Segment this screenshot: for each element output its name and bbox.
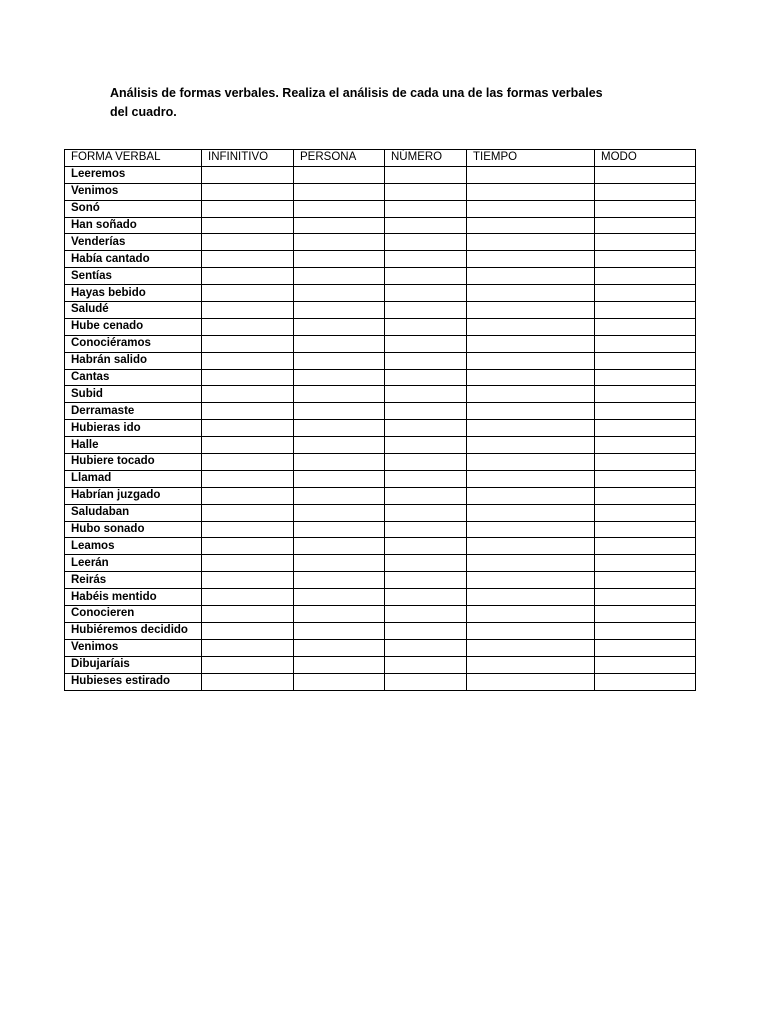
table-row bbox=[65, 166, 696, 183]
numero-cell[interactable] bbox=[385, 234, 467, 251]
verb-cell: Hube cenado bbox=[65, 318, 202, 335]
table-row bbox=[65, 606, 696, 623]
tiempo-cell[interactable] bbox=[467, 521, 595, 538]
numero-cell[interactable] bbox=[385, 251, 467, 268]
persona-cell[interactable] bbox=[294, 437, 385, 454]
numero-cell[interactable] bbox=[385, 470, 467, 487]
infinitivo-cell[interactable] bbox=[202, 302, 294, 319]
verb-cell: Conocieren bbox=[65, 606, 202, 623]
persona-cell[interactable] bbox=[294, 606, 385, 623]
numero-cell[interactable] bbox=[385, 555, 467, 572]
table-row bbox=[65, 268, 696, 285]
verb-cell: Derramaste bbox=[65, 403, 202, 420]
modo-cell[interactable] bbox=[595, 470, 696, 487]
modo-cell[interactable] bbox=[595, 369, 696, 386]
modo-cell[interactable] bbox=[595, 166, 696, 183]
numero-cell[interactable] bbox=[385, 673, 467, 690]
persona-cell[interactable] bbox=[294, 352, 385, 369]
persona-cell[interactable] bbox=[294, 572, 385, 589]
table-row bbox=[65, 437, 696, 454]
numero-cell[interactable] bbox=[385, 183, 467, 200]
table-row bbox=[65, 656, 696, 673]
infinitivo-cell[interactable] bbox=[202, 572, 294, 589]
modo-cell[interactable] bbox=[595, 217, 696, 234]
numero-cell[interactable] bbox=[385, 420, 467, 437]
persona-cell[interactable] bbox=[294, 234, 385, 251]
verb-cell: Hubieses estirado bbox=[65, 673, 202, 690]
infinitivo-cell[interactable] bbox=[202, 538, 294, 555]
table-row bbox=[65, 470, 696, 487]
numero-cell[interactable] bbox=[385, 318, 467, 335]
numero-cell[interactable] bbox=[385, 521, 467, 538]
numero-cell[interactable] bbox=[385, 335, 467, 352]
numero-cell[interactable] bbox=[385, 285, 467, 302]
infinitivo-cell[interactable] bbox=[202, 183, 294, 200]
table-row bbox=[65, 639, 696, 656]
tiempo-cell[interactable] bbox=[467, 217, 595, 234]
table-row bbox=[65, 487, 696, 504]
numero-cell[interactable] bbox=[385, 352, 467, 369]
table-row bbox=[65, 302, 696, 319]
verb-cell: Saludé bbox=[65, 302, 202, 319]
numero-cell[interactable] bbox=[385, 589, 467, 606]
numero-cell[interactable] bbox=[385, 217, 467, 234]
numero-cell[interactable] bbox=[385, 268, 467, 285]
numero-cell[interactable] bbox=[385, 437, 467, 454]
table-row bbox=[65, 200, 696, 217]
tiempo-cell[interactable] bbox=[467, 555, 595, 572]
verb-cell: Venimos bbox=[65, 183, 202, 200]
persona-cell[interactable] bbox=[294, 183, 385, 200]
infinitivo-cell[interactable] bbox=[202, 622, 294, 639]
verb-cell: Subid bbox=[65, 386, 202, 403]
modo-cell[interactable] bbox=[595, 639, 696, 656]
table-row bbox=[65, 555, 696, 572]
modo-cell[interactable] bbox=[595, 386, 696, 403]
tiempo-cell[interactable] bbox=[467, 622, 595, 639]
header-forma-verbal: FORMA VERBAL bbox=[65, 150, 202, 167]
infinitivo-cell[interactable] bbox=[202, 470, 294, 487]
numero-cell[interactable] bbox=[385, 166, 467, 183]
header-numero: NÚMERO bbox=[385, 150, 467, 167]
table-row bbox=[65, 183, 696, 200]
numero-cell[interactable] bbox=[385, 639, 467, 656]
infinitivo-cell[interactable] bbox=[202, 487, 294, 504]
verb-cell: Hubiéremos decidido bbox=[65, 622, 202, 639]
persona-cell[interactable] bbox=[294, 251, 385, 268]
modo-cell[interactable] bbox=[595, 606, 696, 623]
table-row bbox=[65, 622, 696, 639]
infinitivo-cell[interactable] bbox=[202, 420, 294, 437]
persona-cell[interactable] bbox=[294, 200, 385, 217]
table-row bbox=[65, 335, 696, 352]
table-row bbox=[65, 217, 696, 234]
tiempo-cell[interactable] bbox=[467, 572, 595, 589]
infinitivo-cell[interactable] bbox=[202, 589, 294, 606]
instructions-line-2: del cuadro. bbox=[110, 105, 177, 119]
header-tiempo: TIEMPO bbox=[467, 150, 595, 167]
numero-cell[interactable] bbox=[385, 538, 467, 555]
table-row bbox=[65, 403, 696, 420]
verb-cell: Leamos bbox=[65, 538, 202, 555]
verb-cell: Leerán bbox=[65, 555, 202, 572]
modo-cell[interactable] bbox=[595, 656, 696, 673]
table-row bbox=[65, 352, 696, 369]
verb-cell: Había cantado bbox=[65, 251, 202, 268]
infinitivo-cell[interactable] bbox=[202, 454, 294, 471]
infinitivo-cell[interactable] bbox=[202, 318, 294, 335]
tiempo-cell[interactable] bbox=[467, 606, 595, 623]
persona-cell[interactable] bbox=[294, 166, 385, 183]
modo-cell[interactable] bbox=[595, 285, 696, 302]
modo-cell[interactable] bbox=[595, 318, 696, 335]
verb-cell: Sonó bbox=[65, 200, 202, 217]
verb-cell: Habéis mentido bbox=[65, 589, 202, 606]
verb-analysis-table bbox=[64, 149, 696, 691]
table-header-row bbox=[65, 150, 696, 167]
infinitivo-cell[interactable] bbox=[202, 606, 294, 623]
modo-cell[interactable] bbox=[595, 403, 696, 420]
tiempo-cell[interactable] bbox=[467, 454, 595, 471]
verb-cell: Conociéramos bbox=[65, 335, 202, 352]
tiempo-cell[interactable] bbox=[467, 673, 595, 690]
numero-cell[interactable] bbox=[385, 572, 467, 589]
table-row bbox=[65, 454, 696, 471]
modo-cell[interactable] bbox=[595, 454, 696, 471]
verb-cell: Venderías bbox=[65, 234, 202, 251]
verb-cell: Cantas bbox=[65, 369, 202, 386]
tiempo-cell[interactable] bbox=[467, 318, 595, 335]
persona-cell[interactable] bbox=[294, 285, 385, 302]
persona-cell[interactable] bbox=[294, 538, 385, 555]
persona-cell[interactable] bbox=[294, 420, 385, 437]
persona-cell[interactable] bbox=[294, 589, 385, 606]
persona-cell[interactable] bbox=[294, 656, 385, 673]
verb-cell: Hayas bebido bbox=[65, 285, 202, 302]
numero-cell[interactable] bbox=[385, 369, 467, 386]
tiempo-cell[interactable] bbox=[467, 352, 595, 369]
persona-cell[interactable] bbox=[294, 504, 385, 521]
verb-cell: Hubiere tocado bbox=[65, 454, 202, 471]
table-body bbox=[65, 166, 696, 690]
tiempo-cell[interactable] bbox=[467, 200, 595, 217]
instructions-text bbox=[110, 84, 610, 122]
modo-cell[interactable] bbox=[595, 420, 696, 437]
modo-cell[interactable] bbox=[595, 572, 696, 589]
tiempo-cell[interactable] bbox=[467, 302, 595, 319]
tiempo-cell[interactable] bbox=[467, 369, 595, 386]
numero-cell[interactable] bbox=[385, 386, 467, 403]
tiempo-cell[interactable] bbox=[467, 166, 595, 183]
table-row bbox=[65, 369, 696, 386]
table-row bbox=[65, 589, 696, 606]
table-row bbox=[65, 234, 696, 251]
numero-cell[interactable] bbox=[385, 504, 467, 521]
table-row bbox=[65, 572, 696, 589]
tiempo-cell[interactable] bbox=[467, 183, 595, 200]
table-row bbox=[65, 251, 696, 268]
modo-cell[interactable] bbox=[595, 234, 696, 251]
instructions-line-1: Análisis de formas verbales. Realiza el análisis de cada una de las formas verbales bbox=[110, 86, 603, 100]
verb-cell: Habrían juzgado bbox=[65, 487, 202, 504]
tiempo-cell[interactable] bbox=[467, 470, 595, 487]
persona-cell[interactable] bbox=[294, 622, 385, 639]
table-row bbox=[65, 504, 696, 521]
verb-cell: Leeremos bbox=[65, 166, 202, 183]
modo-cell[interactable] bbox=[595, 183, 696, 200]
header-infinitivo: INFINITIVO bbox=[202, 150, 294, 167]
tiempo-cell[interactable] bbox=[467, 656, 595, 673]
infinitivo-cell[interactable] bbox=[202, 437, 294, 454]
modo-cell[interactable] bbox=[595, 352, 696, 369]
header-persona: PERSONA bbox=[294, 150, 385, 167]
verb-cell: Venimos bbox=[65, 639, 202, 656]
modo-cell[interactable] bbox=[595, 521, 696, 538]
persona-cell[interactable] bbox=[294, 386, 385, 403]
persona-cell[interactable] bbox=[294, 217, 385, 234]
tiempo-cell[interactable] bbox=[467, 589, 595, 606]
numero-cell[interactable] bbox=[385, 200, 467, 217]
verb-cell: Hubo sonado bbox=[65, 521, 202, 538]
persona-cell[interactable] bbox=[294, 335, 385, 352]
tiempo-cell[interactable] bbox=[467, 234, 595, 251]
verb-cell: Llamad bbox=[65, 470, 202, 487]
infinitivo-cell[interactable] bbox=[202, 268, 294, 285]
persona-cell[interactable] bbox=[294, 555, 385, 572]
tiempo-cell[interactable] bbox=[467, 335, 595, 352]
infinitivo-cell[interactable] bbox=[202, 521, 294, 538]
infinitivo-cell[interactable] bbox=[202, 352, 294, 369]
numero-cell[interactable] bbox=[385, 403, 467, 420]
infinitivo-cell[interactable] bbox=[202, 656, 294, 673]
tiempo-cell[interactable] bbox=[467, 420, 595, 437]
table-row bbox=[65, 285, 696, 302]
infinitivo-cell[interactable] bbox=[202, 166, 294, 183]
tiempo-cell[interactable] bbox=[467, 639, 595, 656]
verb-cell: Hubieras ido bbox=[65, 420, 202, 437]
infinitivo-cell[interactable] bbox=[202, 639, 294, 656]
tiempo-cell[interactable] bbox=[467, 403, 595, 420]
verb-cell: Han soñado bbox=[65, 217, 202, 234]
tiempo-cell[interactable] bbox=[467, 386, 595, 403]
infinitivo-cell[interactable] bbox=[202, 369, 294, 386]
persona-cell[interactable] bbox=[294, 403, 385, 420]
persona-cell[interactable] bbox=[294, 487, 385, 504]
modo-cell[interactable] bbox=[595, 555, 696, 572]
modo-cell[interactable] bbox=[595, 335, 696, 352]
modo-cell[interactable] bbox=[595, 504, 696, 521]
numero-cell[interactable] bbox=[385, 656, 467, 673]
infinitivo-cell[interactable] bbox=[202, 335, 294, 352]
modo-cell[interactable] bbox=[595, 251, 696, 268]
modo-cell[interactable] bbox=[595, 268, 696, 285]
modo-cell[interactable] bbox=[595, 437, 696, 454]
table-row bbox=[65, 538, 696, 555]
verb-cell: Halle bbox=[65, 437, 202, 454]
infinitivo-cell[interactable] bbox=[202, 386, 294, 403]
tiempo-cell[interactable] bbox=[467, 437, 595, 454]
infinitivo-cell[interactable] bbox=[202, 217, 294, 234]
modo-cell[interactable] bbox=[595, 589, 696, 606]
numero-cell[interactable] bbox=[385, 622, 467, 639]
persona-cell[interactable] bbox=[294, 369, 385, 386]
tiempo-cell[interactable] bbox=[467, 251, 595, 268]
modo-cell[interactable] bbox=[595, 200, 696, 217]
tiempo-cell[interactable] bbox=[467, 504, 595, 521]
verb-cell: Saludaban bbox=[65, 504, 202, 521]
modo-cell[interactable] bbox=[595, 673, 696, 690]
numero-cell[interactable] bbox=[385, 606, 467, 623]
table-row bbox=[65, 318, 696, 335]
tiempo-cell[interactable] bbox=[467, 487, 595, 504]
modo-cell[interactable] bbox=[595, 538, 696, 555]
infinitivo-cell[interactable] bbox=[202, 555, 294, 572]
persona-cell[interactable] bbox=[294, 302, 385, 319]
infinitivo-cell[interactable] bbox=[202, 251, 294, 268]
tiempo-cell[interactable] bbox=[467, 268, 595, 285]
infinitivo-cell[interactable] bbox=[202, 234, 294, 251]
table-row bbox=[65, 521, 696, 538]
tiempo-cell[interactable] bbox=[467, 538, 595, 555]
verb-cell: Dibujaríais bbox=[65, 656, 202, 673]
numero-cell[interactable] bbox=[385, 454, 467, 471]
infinitivo-cell[interactable] bbox=[202, 200, 294, 217]
persona-cell[interactable] bbox=[294, 673, 385, 690]
persona-cell[interactable] bbox=[294, 268, 385, 285]
table-row bbox=[65, 420, 696, 437]
infinitivo-cell[interactable] bbox=[202, 285, 294, 302]
numero-cell[interactable] bbox=[385, 487, 467, 504]
verb-cell: Habrán salido bbox=[65, 352, 202, 369]
verb-cell: Reirás bbox=[65, 572, 202, 589]
infinitivo-cell[interactable] bbox=[202, 673, 294, 690]
table-row bbox=[65, 673, 696, 690]
persona-cell[interactable] bbox=[294, 454, 385, 471]
infinitivo-cell[interactable] bbox=[202, 403, 294, 420]
header-modo: MODO bbox=[595, 150, 696, 167]
persona-cell[interactable] bbox=[294, 318, 385, 335]
persona-cell[interactable] bbox=[294, 470, 385, 487]
verb-cell: Sentías bbox=[65, 268, 202, 285]
numero-cell[interactable] bbox=[385, 302, 467, 319]
persona-cell[interactable] bbox=[294, 639, 385, 656]
modo-cell[interactable] bbox=[595, 302, 696, 319]
persona-cell[interactable] bbox=[294, 521, 385, 538]
tiempo-cell[interactable] bbox=[467, 285, 595, 302]
infinitivo-cell[interactable] bbox=[202, 504, 294, 521]
modo-cell[interactable] bbox=[595, 487, 696, 504]
table-row bbox=[65, 386, 696, 403]
modo-cell[interactable] bbox=[595, 622, 696, 639]
